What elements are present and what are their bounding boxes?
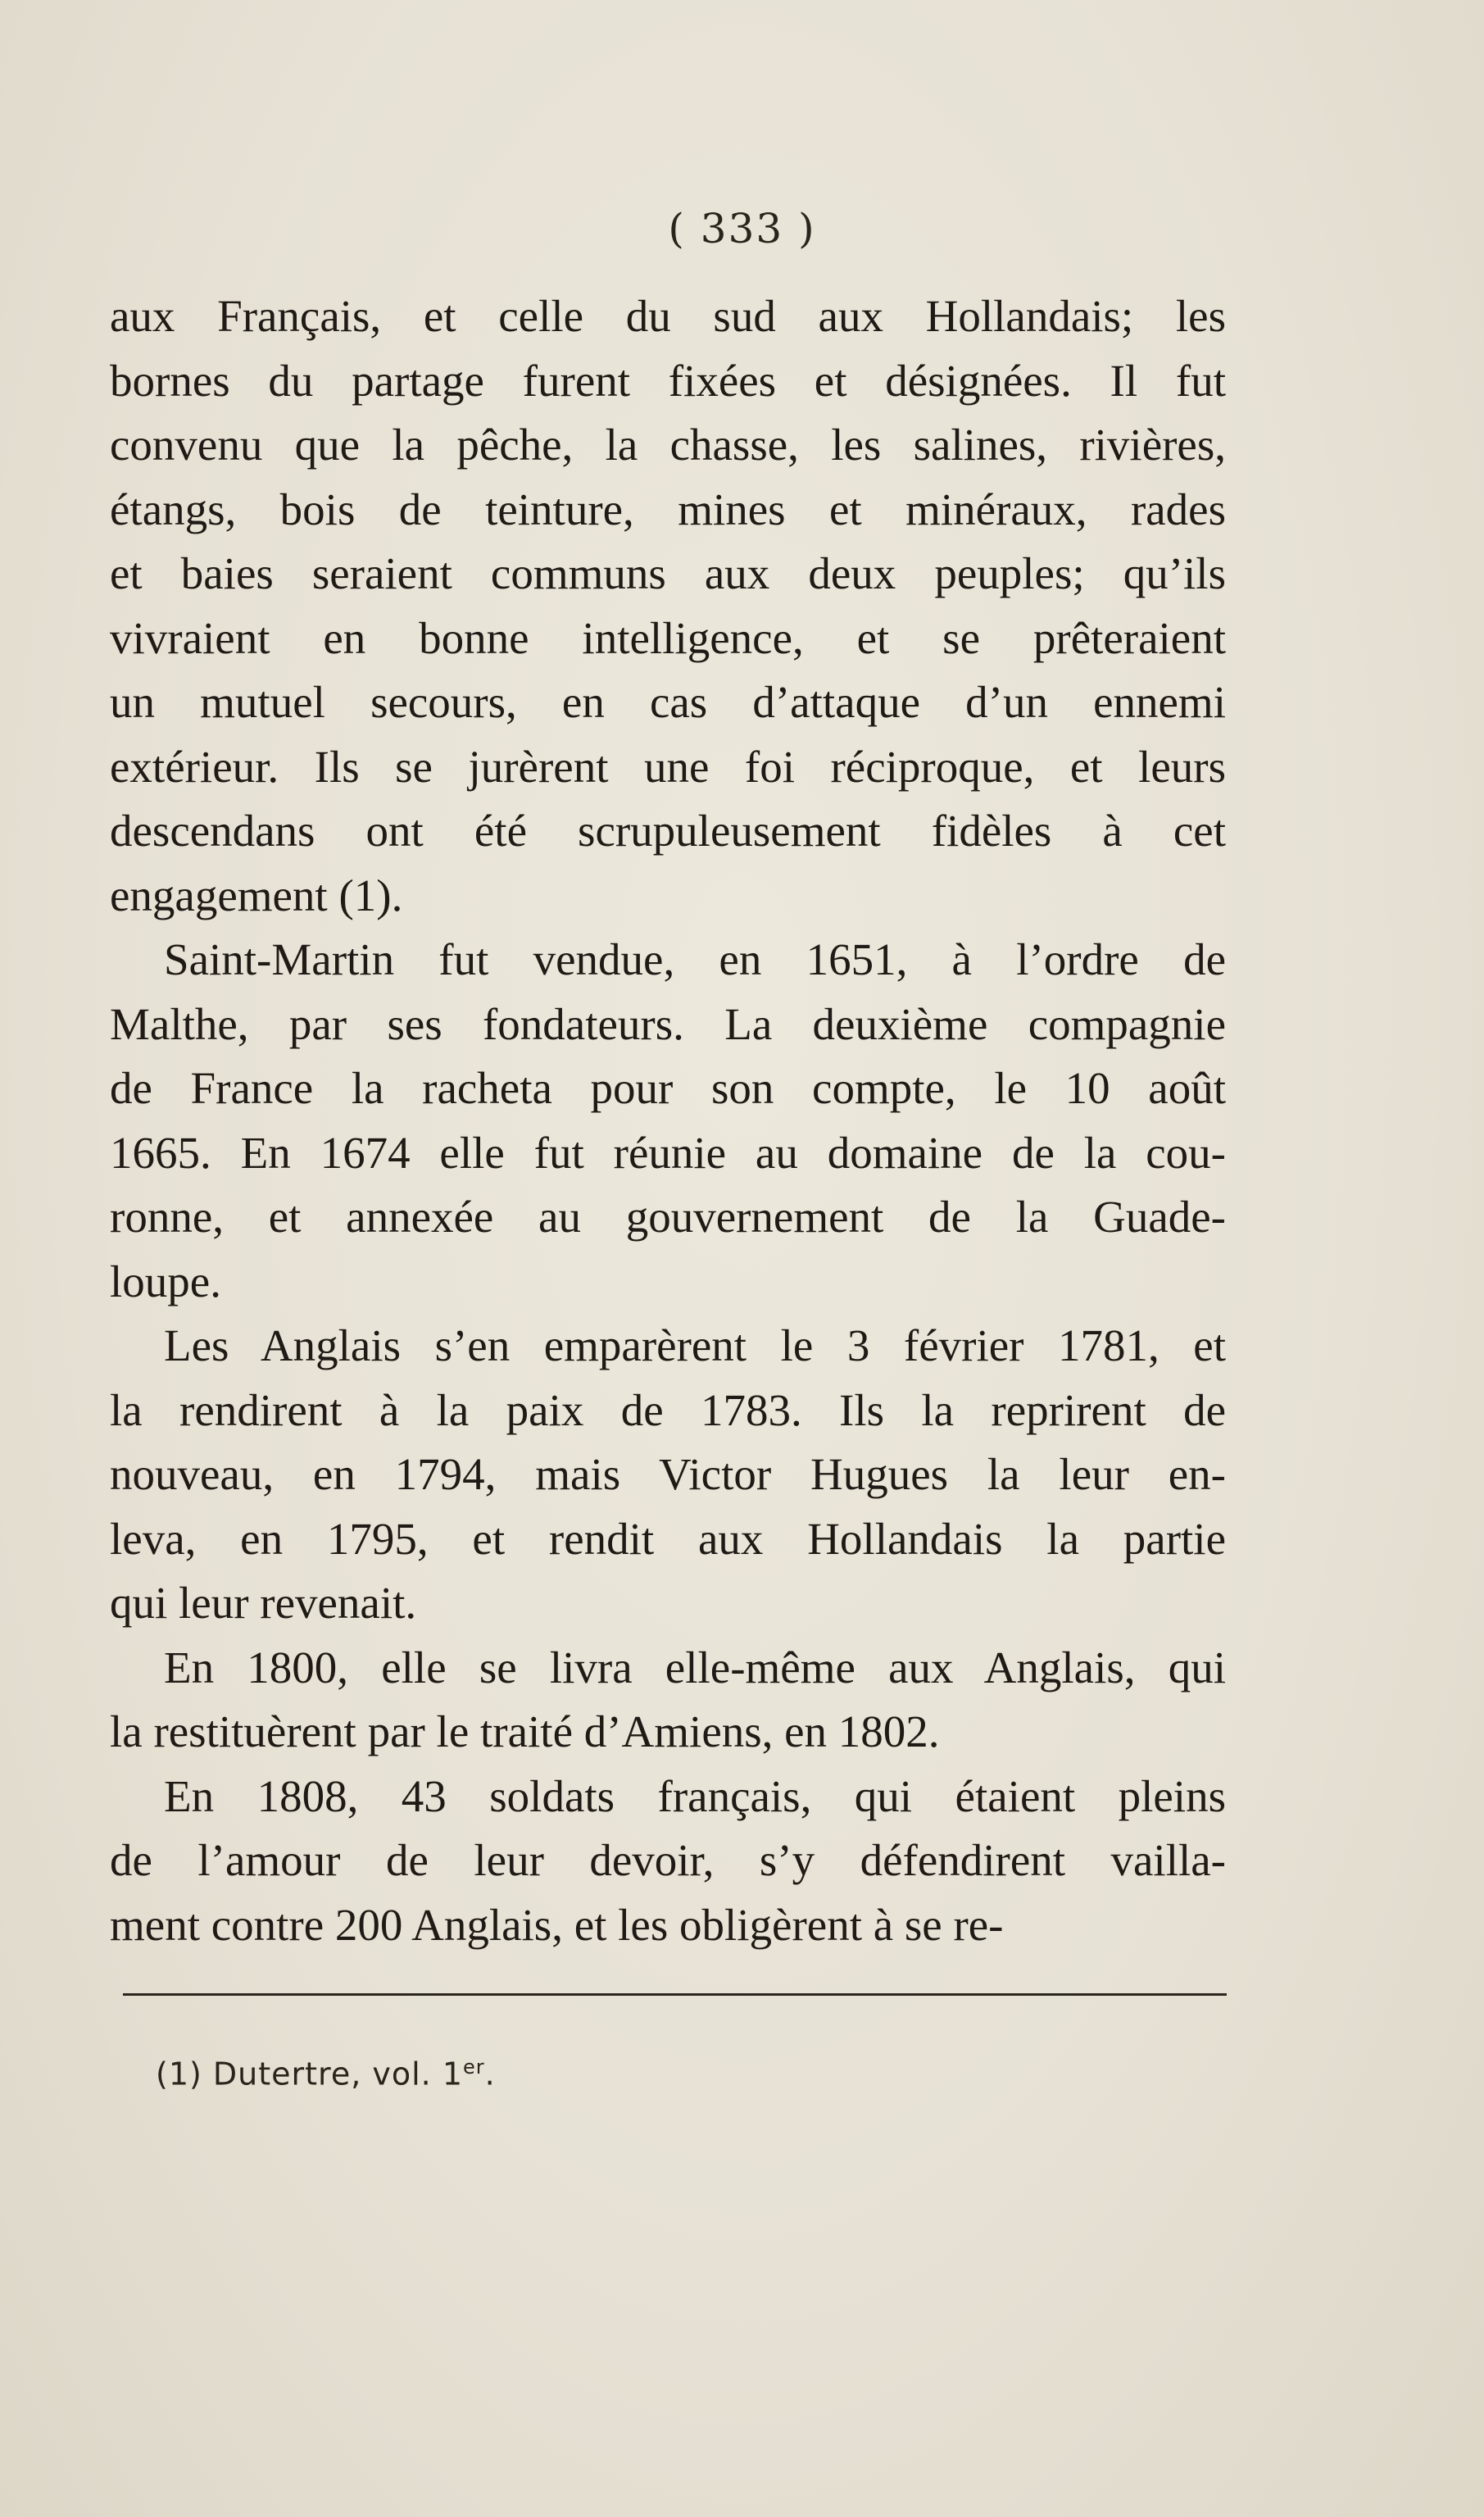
footnote-superscript: er — [463, 2056, 485, 2079]
text-line: vivraient en bonne intelligence, et se prêteraient — [110, 612, 1226, 663]
text-line: En 1800, elle se livra elle-même aux Anglais, qui — [164, 1642, 1226, 1692]
paragraph — [110, 1636, 1226, 1765]
text-line: En 1808, 43 soldats français, qui étaient pleins — [164, 1770, 1226, 1821]
paragraph — [110, 1765, 1226, 1958]
text-line: ronne, et annexée au gouvernement de la Guade- — [110, 1192, 1226, 1242]
text-line: descendans ont été scrupuleusement fidèles à cet — [110, 806, 1226, 856]
footnote — [156, 2056, 496, 2092]
paragraph — [110, 928, 1226, 1314]
footnote-rule — [123, 1993, 1227, 1996]
text-line: engagement (1). — [110, 870, 403, 920]
body-text — [110, 284, 1226, 1957]
text-line: qui leur revenait. — [110, 1578, 417, 1628]
text-line: loupe. — [110, 1256, 221, 1306]
text-line: aux Français, et celle du sud aux Hollandais; les — [110, 291, 1226, 341]
text-line: Malthe, par ses fondateurs. La deuxième compagnie — [110, 998, 1226, 1049]
text-line: la restituèrent par le traité d’Amiens, en 1802. — [110, 1706, 940, 1756]
paragraph — [110, 1314, 1226, 1636]
footnote-trailing: . — [484, 2056, 496, 2092]
text-line: et baies seraient communs aux deux peuples; qu’ils — [110, 548, 1226, 598]
paragraph — [110, 284, 1226, 928]
footnote-text: (1) Dutertre, vol. 1 — [156, 2056, 464, 2092]
text-line: de l’amour de leur devoir, s’y défendirent vailla- — [110, 1835, 1226, 1885]
text-line: bornes du partage furent fixées et désignées. Il fut — [110, 355, 1226, 406]
text-line: convenu que la pêche, la chasse, les salines, rivières, — [110, 420, 1226, 470]
text-line: ment contre 200 Anglais, et les obligèrent à se re- — [110, 1899, 1004, 1950]
text-line: un mutuel secours, en cas d’attaque d’un ennemi — [110, 677, 1226, 727]
text-line: étangs, bois de teinture, mines et minéraux, rades — [110, 484, 1226, 534]
text-line: extérieur. Ils se jurèrent une foi réciproque, et leurs — [110, 741, 1226, 792]
text-line: de France la racheta pour son compte, le 10 août — [110, 1063, 1226, 1113]
page-number: ( 333 ) — [668, 205, 816, 252]
text-line: leva, en 1795, et rendit aux Hollandais la partie — [110, 1513, 1226, 1564]
text-line: Saint-Martin fut vendue, en 1651, à l’ordre de — [164, 934, 1226, 984]
text-line: la rendirent à la paix de 1783. Ils la reprirent de — [110, 1384, 1226, 1435]
text-line: 1665. En 1674 elle fut réunie au domaine de la cou- — [110, 1127, 1226, 1178]
text-line: Les Anglais s’en emparèrent le 3 février 1781, et — [164, 1320, 1226, 1370]
text-line: nouveau, en 1794, mais Victor Hugues la leur en- — [110, 1449, 1226, 1499]
